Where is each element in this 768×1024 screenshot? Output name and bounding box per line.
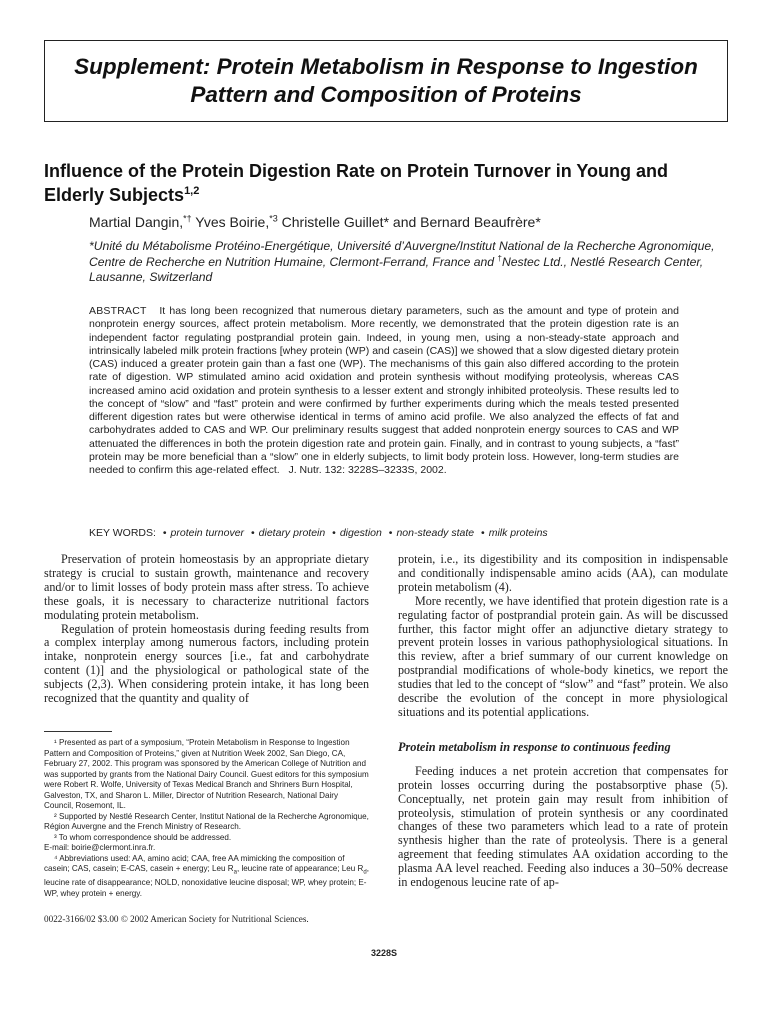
footnote-text: , leucine rate of disappearance; NOLD, nonoxidative leucine disposal; WP, whey protein; E-WP, whey protein + energy. [44,864,369,898]
keyword-item: protein turnover [170,527,245,539]
author-name: Yves Boirie, [191,214,270,230]
footnote-subscript: a [233,869,237,876]
body-column-right [398,553,728,890]
page-number: 3228S [370,948,398,958]
article-title [44,159,728,207]
footnote [44,854,369,900]
author-marker: *† [183,213,192,224]
keyword-item: digestion [339,527,382,539]
abstract-citation: J. Nutr. 132: 3228S–3233S, 2002. [288,464,447,476]
keyword-bullet: • [250,527,255,539]
body-column-left [44,553,369,706]
footnote-divider [44,731,112,732]
affiliation-text-1: *Unité du Métabolisme Protéino-Energétique, Université d’Auvergne/Institut National de la Recherche Agronomique, Centre de Recherche en Nutrition Humaine, Clermont-Ferrand, France and [89,239,715,269]
footnote: ¹ Presented as part of a symposium, “Protein Metabolism in Response to Ingestion Pattern and Composition of Proteins,” given at Nutrition Week 2002, San Diego, CA, February 27, 2002. This program was sponsored by the American College of Nutrition and was supported by grants from the National Dairy Council. Guest editors for this symposium were Robert R. Wolfe, University of Texas Medical Branch and Shriners Burn Hospital, Galveston, TX, and Sharon L. Miller, Director of Nutrition Research, National Dairy Council, Rosemont, IL. [44,738,369,810]
keyword-item: non-steady state [396,527,475,539]
abstract [89,305,679,477]
footnote: ² Supported by Nestlé Research Center, Institut National de la Recherche Agronomique, Région Auvergne and the French Ministry of Research. [44,811,369,831]
body-paragraph: More recently, we have identified that protein digestion rate is a regulating factor of postprandial protein gain. As will be discussed further, this factor might offer an adjunctive dietary strategy to prevent protein losses in various pathophysiological situations. In this review, after a brief summary of our current knowledge on postprandial modifications of whole-body kinetics, we report the studies that led to the concept of “slow” and “fast” protein. We also describe the evolution of the concept in more physiological situations and its potential applications. [398,593,728,719]
body-paragraph: protein, i.e., its digestibility and its composition in indispensable and conditionally indispensable amino acids (AA), can modulate protein metabolism (4). [398,552,728,594]
supplement-title-box [44,40,728,122]
footnote: ³ To whom correspondence should be addressed. [54,832,232,842]
affiliation [89,239,729,286]
body-paragraph: Regulation of protein homeostasis during feeding results from a complex interplay among numerous factors, including protein intake, nonprotein energy sources [i.e., fat and carbohydrate content (1)] and the physiological or pathological state of the subjects (2,3). When considering protein intake, it has long been recognized that the quantity and quality of [44,621,369,706]
supplement-title-line-2: Pattern and Composition of Proteins [190,82,582,107]
author-marker: *3 [269,213,278,224]
keyword-item: dietary protein [258,527,326,539]
keywords-label: KEY WORDS: [89,527,156,539]
section-heading: Protein metabolism in response to continuous feeding [398,739,671,754]
footnote-text: , leucine rate of appearance; Leu R [236,864,364,873]
article-title-text: Influence of the Protein Digestion Rate on Protein Turnover in Young and Elderly Subjects [44,161,669,205]
abstract-label: ABSTRACT [89,305,147,317]
author-list [89,213,729,231]
footnote-subscript: d [363,869,367,876]
copyright-line: 0022-3166/02 $3.00 © 2002 American Society for Nutritional Sciences. [44,914,309,924]
keyword-bullet: • [481,527,485,539]
supplement-title-line-1: Supplement: Protein Metabolism in Response to Ingestion [74,54,698,79]
footnotes [44,738,369,899]
body-paragraph: Preservation of protein homeostasis by an appropriate dietary strategy is crucial to sustain growth, maintenance and recovery and/or to limit losses of body protein mass after stress. To achieve these goals, it is necessary to characterize nutritional factors modulating protein metabolism. [44,552,369,622]
footnote-email: E-mail: boirie@clermont.inra.fr. [44,843,156,852]
keywords [89,526,709,540]
keyword-bullet: • [332,527,336,539]
body-paragraph: Feeding induces a net protein accretion that compensates for protein losses occurring during the postabsorptive phase (5). Conceptually, net protein gain may result from inhibition of proteolysis, stimulation of protein synthesis or any coordinated changes of these two parameters which lead to a rate of protein synthesis higher than the rate of proteolysis. There is a general agreement that feeding stimulates AA oxidation according to the plasma AA level reached. Feeding also induces a 30–50% decrease in endogenous leucine rate of ap- [398,763,728,890]
keyword-item: milk proteins [488,527,548,539]
article-title-footnote-marker: 1,2 [184,185,200,197]
footnote-text: ⁴ Abbreviations used: AA, amino acid; CAA, free AA mimicking the composition of casein; CAS, casein; E-CAS, casein + energy; Leu R [44,853,345,873]
abstract-text: It has long been recognized that numerous dietary parameters, such as the amount and type of protein and nonprotein energy sources, affect protein metabolism. More recently, we demonstrated that the protein digestion rate is an independent factor regulating postprandial protein gain. Indeed, in young men, using a non-steady-state approach and intrinsically labeled milk protein fractions [whey protein (WP) and casein (CAS)] we showed that a slow digested dietary protein (CAS) induced a greater protein gain than a fast one (WP). The mechanisms of this gain also differed according to the protein rate of digestion. WP stimulated amino acid oxidation and protein synthesis without modifying proteolysis, whereas CAS increased amino acid oxidation and protein synthesis to a lesser extent and strongly inhibited proteolysis. These results led to the concept of “slow” and “fast” protein and were confirmed by further experiments during which the meals tested presented different digestion rates but were otherwise identical in terms of amino acid profile. We also analyzed the effects of fat and carbohydrates added to CAS and WP. Our preliminary results suggest that added nonprotein energy sources to CAS and WP attenuated the differences in both the protein digestion rate and protein gain. Finally, and in contrast to young subjects, a “fast” protein may be more beneficial than a “slow” one in elderly subjects, to limit body protein loss. However, long-term studies are needed to confirm this age-related effect. [89,305,679,476]
keyword-bullet: • [388,527,393,539]
author-name: Christelle Guillet* and Bernard Beaufrère* [277,214,541,230]
author-name: Martial Dangin, [89,214,184,230]
keyword-bullet: • [162,527,167,539]
affiliation-text-2: Nestec Ltd., Nestlé Research Center, Lausanne, Switzerland [89,254,704,284]
affiliation-marker: † [497,253,502,263]
